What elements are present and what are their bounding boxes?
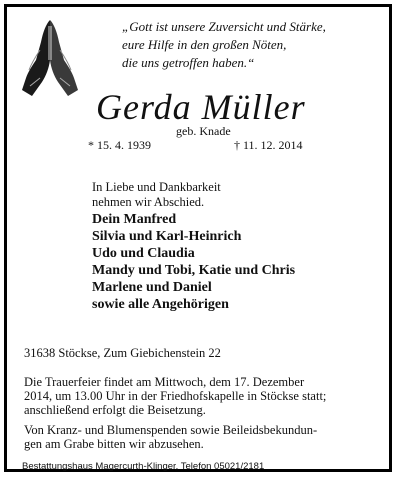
donation-line: gen am Grabe bitten wir abzusehen. — [24, 437, 204, 451]
family-address: 31638 Stöckse, Zum Giebichenstein 22 — [24, 346, 221, 360]
mourner: Marlene und Daniel — [92, 280, 212, 295]
intro-line: nehmen wir Abschied. — [92, 195, 205, 209]
funeral-details — [24, 375, 374, 451]
mourner: Silvia und Karl-Heinrich — [92, 229, 242, 244]
deceased-name: Gerda Müller — [96, 87, 306, 127]
praying-hands-icon — [20, 16, 80, 98]
death-date: † 11. 12. 2014 — [234, 138, 303, 152]
mourner: Mandy und Tobi, Katie und Chris — [92, 263, 296, 278]
donation-line: Von Kranz- und Blumenspenden sowie Beileidsbekundun- — [24, 423, 318, 437]
funeral-line: anschließend erfolgt die Beisetzung. — [24, 403, 206, 417]
birth-name: geb. Knade — [176, 124, 231, 138]
quote-line: „Gott ist unsere Zuversicht und Stärke, — [122, 19, 326, 34]
mourners-list — [92, 211, 295, 313]
mourner: sowie alle Angehörigen — [92, 297, 229, 312]
funeral-line: 2014, um 13.00 Uhr in der Friedhofskapelle in Stöckse statt; — [24, 389, 327, 403]
farewell-intro — [92, 180, 221, 210]
mourner: Dein Manfred — [92, 212, 177, 227]
quote-line: die uns getroffen haben.“ — [122, 55, 255, 70]
quote-line: eure Hilfe in den großen Nöten, — [122, 37, 287, 52]
mourner: Udo und Claudia — [92, 246, 195, 261]
bible-quote — [122, 18, 392, 72]
intro-line: In Liebe und Dankbarkeit — [92, 180, 221, 194]
funeral-line: Die Trauerfeier findet am Mittwoch, dem 17. Dezember — [24, 375, 305, 389]
birth-date: * 15. 4. 1939 — [88, 138, 151, 152]
funeral-home-footer: Bestattungshaus Magercurth-Klinger, Telefon 05021/2181 — [22, 461, 265, 472]
